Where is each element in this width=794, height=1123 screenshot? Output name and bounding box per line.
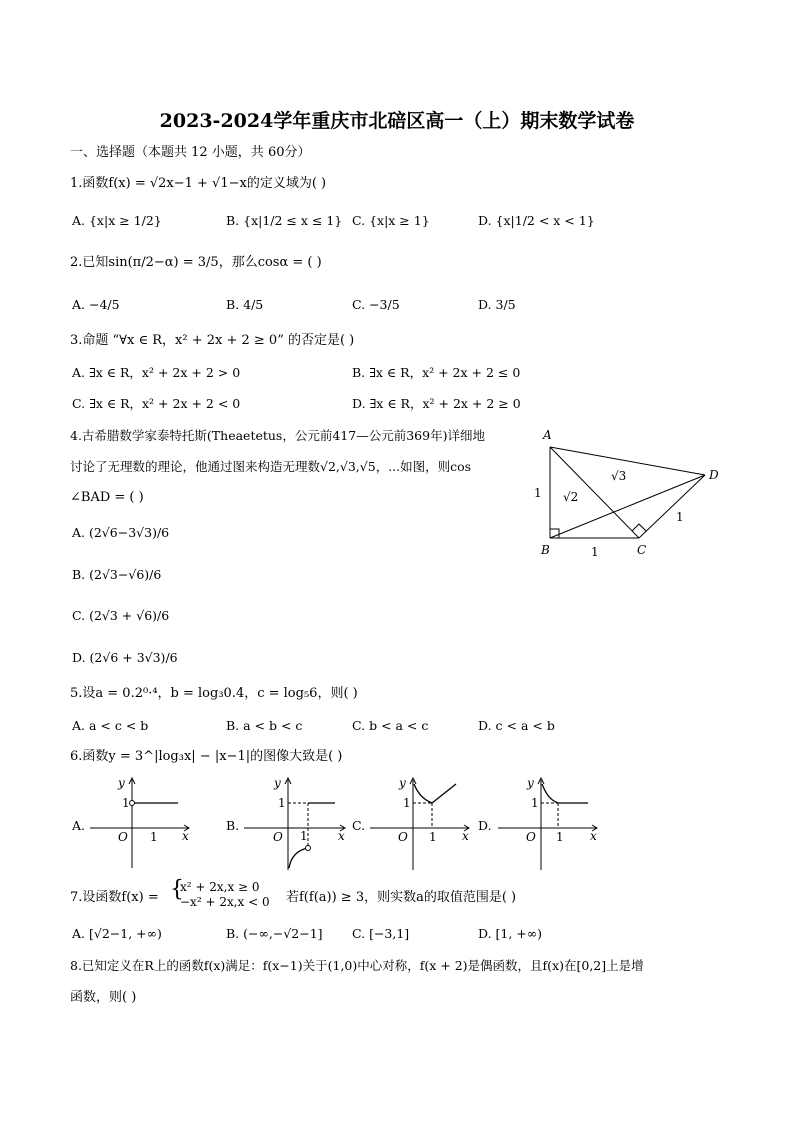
graph-d-one-y-label: 1 <box>531 796 539 810</box>
question-6-stem: 6.函数y = 3^|log₃x| − |x−1|的图像大致是( ) <box>70 749 343 764</box>
q2-option-a[interactable]: A. −4/5 <box>72 297 120 312</box>
graph-a-x-label: x <box>182 829 189 843</box>
q3-option-a[interactable]: A. ∃x ∈ R，x² + 2x + 2 > 0 <box>72 365 241 380</box>
section-heading: 一、选择题（本题共 12 小题，共 60分） <box>70 145 311 160</box>
q7-case-1: x² + 2x,x ≥ 0 <box>180 880 260 894</box>
graph-b-one-x-label: 1 <box>300 829 308 843</box>
q2-option-d[interactable]: D. 3/5 <box>478 297 516 312</box>
q6-option-a[interactable]: A. <box>72 818 86 833</box>
question-3-stem: 3.命题 “∀x ∈ R，x² + 2x + 2 ≥ 0” 的否定是( ) <box>70 333 355 348</box>
q4-option-c[interactable]: C. (2√3 + √6)/6 <box>72 608 170 623</box>
graph-b-one-y-label: 1 <box>278 796 286 810</box>
q4-option-b[interactable]: B. (2√3−√6)/6 <box>72 567 162 582</box>
graph-d-origin-label: O <box>526 830 536 844</box>
q6-graph-c <box>366 772 476 872</box>
q1-option-a[interactable]: A. {x|x ≥ 1/2} <box>72 213 162 228</box>
q3-option-b[interactable]: B. ∃x ∈ R，x² + 2x + 2 ≤ 0 <box>352 365 521 380</box>
question-8-line-2: 函数，则( ) <box>70 990 137 1005</box>
q4-triangle-figure <box>525 425 735 565</box>
graph-b-y-label: y <box>274 776 281 790</box>
q7-case-2: −x² + 2x,x < 0 <box>180 895 270 909</box>
graph-a-one-x-label: 1 <box>150 830 158 844</box>
q1-option-d[interactable]: D. {x|1/2 < x < 1} <box>478 213 595 228</box>
graph-c-y-label: y <box>399 776 406 790</box>
q7-option-c[interactable]: C. [−3,1] <box>352 926 410 941</box>
point-c-label: C <box>637 543 647 557</box>
q1-option-c[interactable]: C. {x|x ≥ 1} <box>352 213 430 228</box>
question-1-stem: 1.函数f(x) = √2x−1 + √1−x的定义域为( ) <box>70 176 327 191</box>
segment-cd <box>639 475 705 538</box>
q3-option-d[interactable]: D. ∃x ∈ R，x² + 2x + 2 ≥ 0 <box>352 396 521 411</box>
graph-a-y-label: y <box>118 776 125 790</box>
graph-b-origin-label: O <box>273 830 283 844</box>
length-ad-label: √3 <box>611 469 627 483</box>
q5-option-d[interactable]: D. c < a < b <box>478 718 555 733</box>
q5-option-a[interactable]: A. a < c < b <box>72 718 149 733</box>
point-d-label: D <box>709 468 719 482</box>
q6-graph-d <box>494 772 604 872</box>
q6-graph-b <box>240 772 350 872</box>
length-ab-label: 1 <box>534 486 542 500</box>
length-ac-label: √2 <box>563 490 579 504</box>
question-2-stem: 2.已知sin(π/2−α) = 3/5，那么cosα = ( ) <box>70 255 322 270</box>
point-a-label: A <box>543 428 552 442</box>
graph-c-x-label: x <box>462 829 469 843</box>
right-angle-c <box>632 524 646 531</box>
question-7-stem-prefix: 7.设函数f(x) = <box>70 890 159 905</box>
question-4-line-1: 4.古希腊数学家泰特托斯(Theaetetus，公元前417—公元前369年)详细地 <box>70 428 485 443</box>
length-cd-label: 1 <box>676 510 684 524</box>
q5-option-c[interactable]: C. b < a < c <box>352 718 429 733</box>
q4-option-a[interactable]: A. (2√6−3√3)/6 <box>72 525 170 540</box>
q4-option-d[interactable]: D. (2√6 + 3√3)/6 <box>72 650 178 665</box>
q3-option-c[interactable]: C. ∃x ∈ R，x² + 2x + 2 < 0 <box>72 396 241 411</box>
graph-c-one-x-label: 1 <box>429 830 437 844</box>
q7-piecewise-brace: { <box>170 877 184 902</box>
segment-bd <box>550 475 705 538</box>
q5-option-b[interactable]: B. a < b < c <box>226 718 303 733</box>
graph-d-one-x-label: 1 <box>556 830 564 844</box>
q6-option-d[interactable]: D. <box>478 818 492 833</box>
question-4-line-3: ∠BAD = ( ) <box>70 490 144 505</box>
graph-c-origin-label: O <box>398 830 408 844</box>
graph-a-origin-label: O <box>118 830 128 844</box>
q7-option-d[interactable]: D. [1, +∞) <box>478 926 543 941</box>
length-bc-label: 1 <box>591 545 599 559</box>
q2-option-b[interactable]: B. 4/5 <box>226 297 264 312</box>
graph-b-x-label: x <box>338 829 345 843</box>
q6-graph-a <box>88 772 198 872</box>
question-5-stem: 5.设a = 0.2⁰·⁴，b = log₃0.4，c = log₅6，则( ) <box>70 686 358 701</box>
exam-title: 2023-2024学年重庆市北碚区高一（上）期末数学试卷 <box>159 110 635 132</box>
graph-c-one-y-label: 1 <box>403 796 411 810</box>
question-8-line-1: 8.已知定义在R上的函数f(x)满足：f(x−1)关于(1,0)中心对称，f(x + 2)是偶函数，且f(x)在[0,2]上是增 <box>70 958 644 973</box>
q6-option-b[interactable]: B. <box>226 818 240 833</box>
graph-a-one-y-label: 1 <box>122 796 130 810</box>
question-7-stem-suffix: 若f(f(a)) ≥ 3，则实数a的取值范围是( ) <box>286 890 517 905</box>
point-b-label: B <box>541 543 550 557</box>
q7-option-b[interactable]: B. (−∞,−√2−1] <box>226 926 323 941</box>
q1-option-b[interactable]: B. {x|1/2 ≤ x ≤ 1} <box>226 213 343 228</box>
q6-option-c[interactable]: C. <box>352 818 366 833</box>
question-4-line-2: 讨论了无理数的理论，他通过图来构造无理数√2,√3,√5，...如图，则cos <box>70 459 472 474</box>
graph-d-x-label: x <box>590 829 597 843</box>
q7-option-a[interactable]: A. [√2−1, +∞) <box>72 926 162 941</box>
graph-d-y-label: y <box>527 776 534 790</box>
q2-option-c[interactable]: C. −3/5 <box>352 297 400 312</box>
